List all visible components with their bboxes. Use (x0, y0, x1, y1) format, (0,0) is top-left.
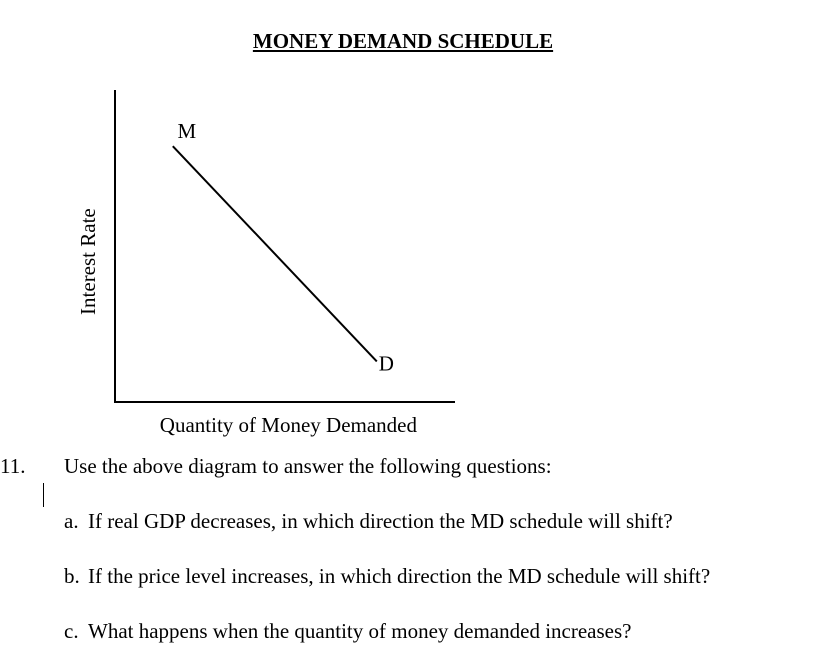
point-label-m: M (177, 119, 197, 144)
question-prompt: Use the above diagram to answer the following questions: (64, 454, 552, 478)
y-axis-label: Interest Rate (76, 208, 100, 315)
text-cursor (43, 483, 44, 507)
part-text: What happens when the quantity of money demanded increases? (88, 619, 632, 643)
part-letter: b. (64, 564, 80, 588)
page-title: MONEY DEMAND SCHEDULE (252, 29, 554, 53)
money-demand-line (173, 146, 377, 361)
part-text: If the price level increases, in which direction the MD schedule will shift? (88, 564, 711, 588)
question-number: 11. (0, 454, 26, 478)
part-text: If real GDP decreases, in which direction the MD schedule will shift? (88, 509, 673, 533)
question-part-a (64, 509, 673, 534)
question-part-c (64, 619, 631, 644)
question-part-b (64, 564, 710, 589)
part-letter: c. (64, 619, 79, 643)
point-label-d: D (378, 351, 394, 376)
part-letter: a. (64, 509, 79, 533)
x-axis-label: Quantity of Money Demanded (159, 413, 418, 437)
